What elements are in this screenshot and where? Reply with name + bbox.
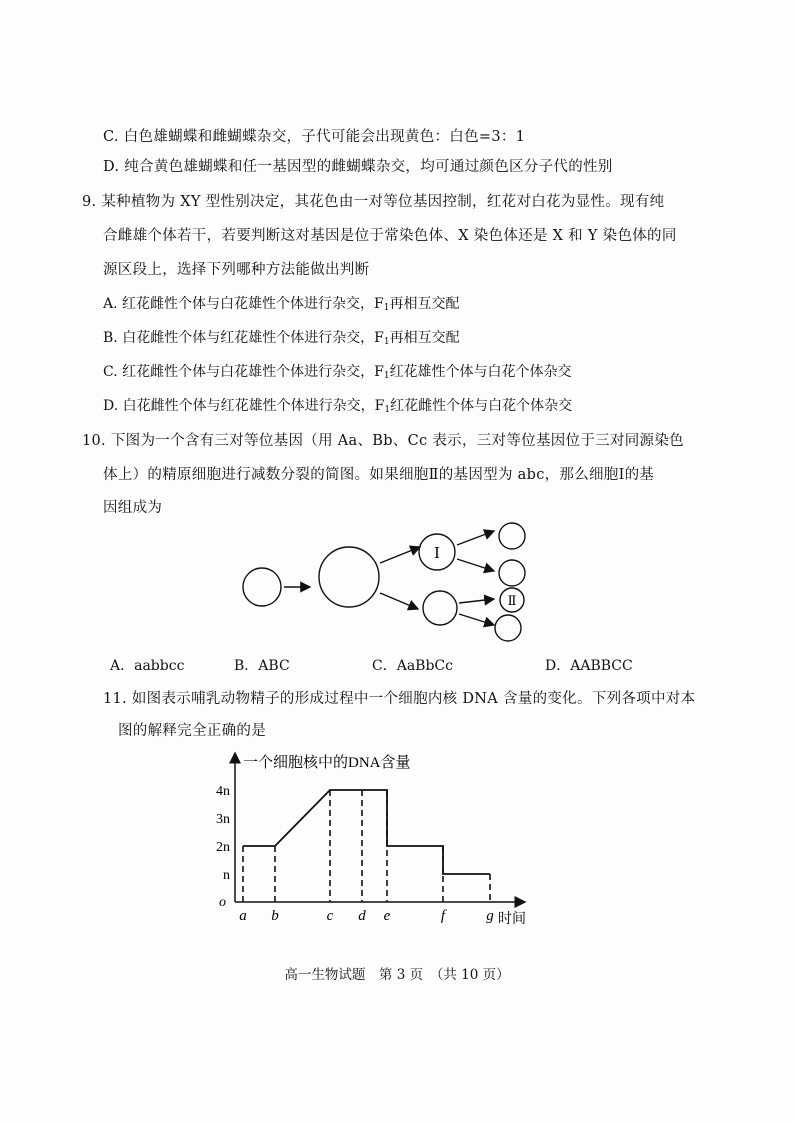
spermatid-1	[499, 523, 525, 549]
arrow-to-lower-secondary	[380, 593, 418, 609]
x-tick-label: b	[271, 908, 279, 924]
x-tick-label: g	[486, 908, 494, 924]
q9-option-d: D. 白花雌性个体与红花雄性个体进行杂交，$F_1$红花雌性个体与白花个体杂交	[103, 398, 573, 415]
q10-option-c: C．AaBbCc	[372, 658, 453, 674]
q10-stem-line3: 因组成为	[103, 500, 163, 516]
arrow-cell1-upper	[457, 531, 494, 545]
q9-stem-line2: 合雌雄个体若干，若要判断这对基因是位于常染色体、X 染色体还是 X 和 Y 染色体的同	[103, 228, 677, 244]
q10-stem-line1: 10. 下图为一个含有三对等位基因（用 Aa、Bb、Cc 表示，三对等位基因位于三对同源染色	[82, 433, 684, 449]
q10-stem-line2: 体上）的精原细胞进行减数分裂的简图。如果细胞Ⅱ的基因型为 abc，那么细胞Ⅰ的基	[103, 467, 655, 483]
arrow-lower-to-cell2	[459, 599, 494, 603]
q11-stem-line1: 11. 如图表示哺乳动物精子的形成过程中一个细胞内核 DNA 含量的变化。下列各项中对本	[103, 691, 696, 707]
dna-content-line	[243, 790, 490, 874]
meiosis-diagram	[232, 515, 542, 650]
x-tick-label: d	[358, 908, 366, 924]
prev-option-d: D. 纯合黄色雄蝴蝶和任一基因型的雌蝴蝶杂交，均可通过颜色区分子代的性别	[103, 159, 613, 175]
cell-2-label: Ⅱ	[507, 594, 517, 609]
chart-y-label: 一个细胞核中的DNA含量	[243, 755, 411, 771]
cell-1-label: Ⅰ	[434, 544, 440, 562]
spermatid-4	[495, 615, 521, 641]
y-tick-label: 2n	[216, 840, 230, 855]
arrow-cell1-lower	[457, 559, 494, 571]
spermatid-2	[499, 560, 525, 586]
y-tick-label: n	[223, 868, 230, 883]
arrow-lower-to-bottom	[459, 614, 494, 625]
q9-stem-line3: 源区段上，选择下列哪种方法能做出判断	[103, 262, 370, 278]
secondary-cell-lower	[423, 591, 457, 625]
x-tick-label: a	[239, 908, 247, 924]
x-tick-label: f	[440, 908, 446, 924]
q9-option-b: B. 白花雌性个体与红花雄性个体进行杂交，$F_1$再相互交配	[103, 330, 460, 347]
prev-option-c: C. 白色雄蝴蝶和雌蝴蝶杂交，子代可能会出现黄色：白色=3：1	[103, 129, 526, 145]
chart-origin-label: o	[219, 895, 226, 910]
arrow-to-cell-1	[380, 547, 420, 563]
chart-x-label: 时间	[498, 912, 526, 927]
q9-option-a: A. 红花雌性个体与白花雄性个体进行杂交，$F_1$再相互交配	[103, 296, 460, 313]
y-tick-label: 3n	[216, 812, 230, 827]
x-tick-label: c	[326, 908, 334, 924]
q11-stem-line2: 图的解释完全正确的是	[118, 723, 266, 739]
y-tick-label: 4n	[216, 784, 230, 799]
x-tick-label: e	[383, 908, 391, 924]
primary-spermatocyte-cell	[319, 547, 379, 607]
q10-option-a: A．aabbcc	[110, 658, 185, 674]
q10-option-b: B．ABC	[234, 658, 290, 674]
q9-option-c: C. 红花雌性个体与白花雄性个体进行杂交，$F_1$红花雄性个体与白花个体杂交	[103, 364, 572, 381]
q9-stem-line1: 9. 某种植物为 XY 型性别决定，其花色由一对等位基因控制，红花对白花为显性。现有纯	[82, 194, 665, 210]
q10-option-d: D．AABBCC	[545, 658, 633, 674]
page-footer: 高一生物试题 第 3 页 （共 10 页）	[284, 967, 510, 983]
spermatogonium-cell	[243, 568, 281, 606]
dna-content-chart	[195, 745, 535, 930]
